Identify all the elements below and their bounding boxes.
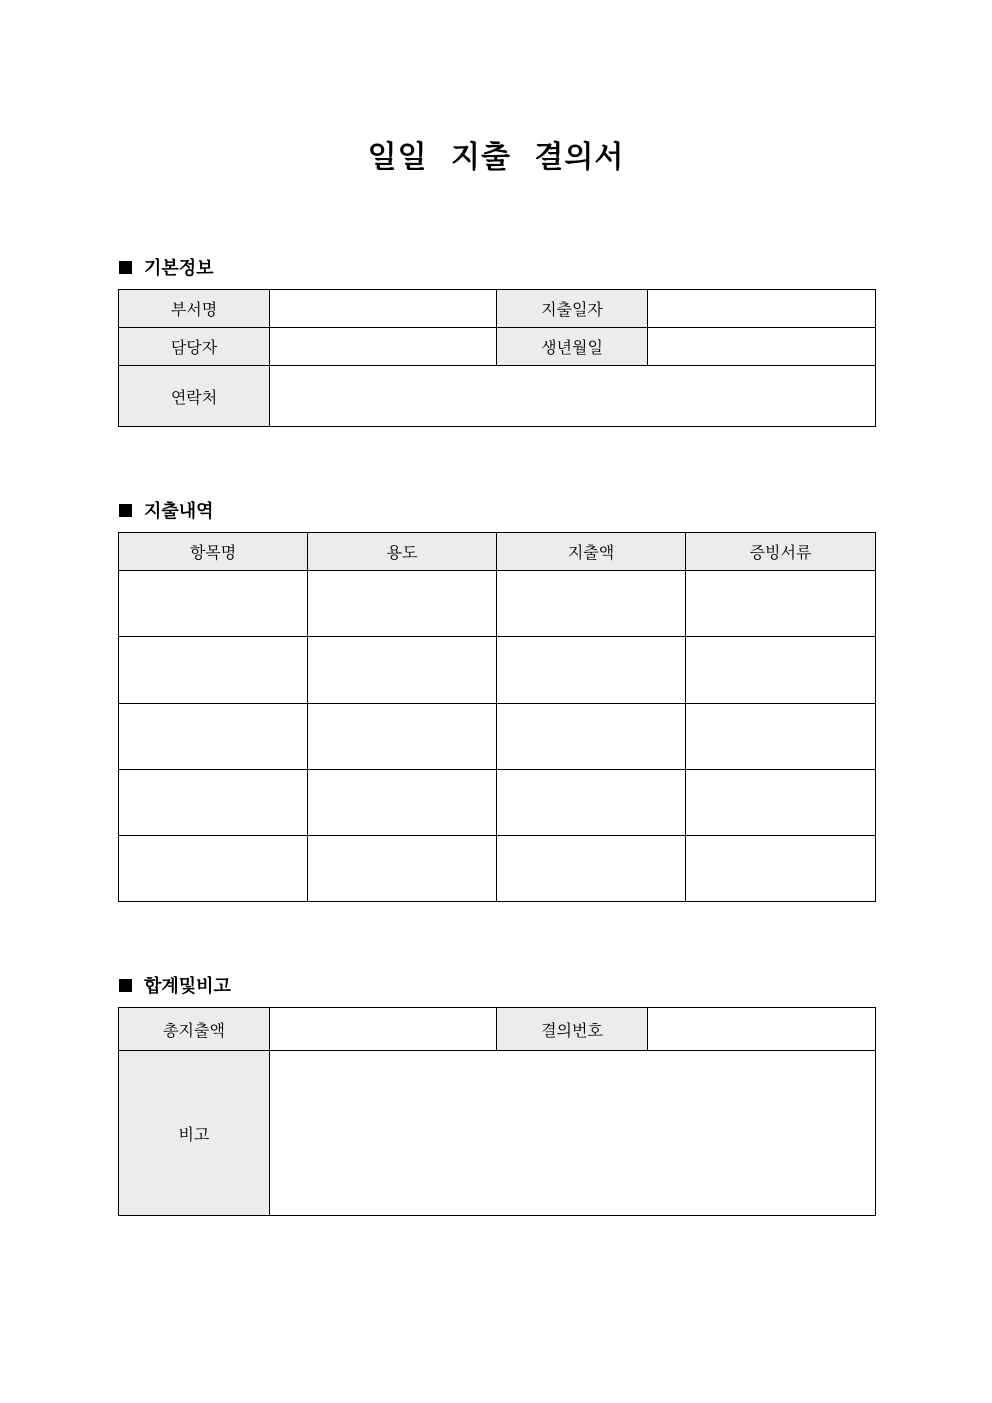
table-header-row <box>119 533 876 571</box>
manager-field[interactable] <box>270 328 497 366</box>
amount-cell[interactable] <box>497 770 686 836</box>
table-row <box>119 637 876 704</box>
column-header-evidence: 증빙서류 <box>686 533 876 571</box>
table-row <box>119 836 876 902</box>
evidence-cell[interactable] <box>686 770 876 836</box>
amount-cell[interactable] <box>497 836 686 902</box>
manager-label: 담당자 <box>119 328 270 366</box>
square-bullet-icon <box>119 979 132 992</box>
summary-table <box>118 1007 876 1216</box>
remarks-label: 비고 <box>119 1051 270 1216</box>
purpose-cell[interactable] <box>308 704 497 770</box>
column-header-purpose: 용도 <box>308 533 497 571</box>
column-header-amount: 지출액 <box>497 533 686 571</box>
amount-cell[interactable] <box>497 704 686 770</box>
remarks-field[interactable] <box>270 1051 876 1216</box>
purpose-cell[interactable] <box>308 571 497 637</box>
resolution-number-field[interactable] <box>648 1008 876 1051</box>
item-name-cell[interactable] <box>119 836 308 902</box>
evidence-cell[interactable] <box>686 836 876 902</box>
section-heading-basic <box>119 254 214 280</box>
item-name-cell[interactable] <box>119 637 308 704</box>
evidence-cell[interactable] <box>686 704 876 770</box>
expense-date-label: 지출일자 <box>497 290 648 328</box>
contact-label: 연락처 <box>119 366 270 427</box>
evidence-cell[interactable] <box>686 571 876 637</box>
expense-date-field[interactable] <box>648 290 876 328</box>
section-heading-details-label: 지출내역 <box>144 501 214 522</box>
section-heading-basic-label: 기본정보 <box>144 258 214 279</box>
contact-field[interactable] <box>270 366 876 427</box>
item-name-cell[interactable] <box>119 571 308 637</box>
resolution-number-label: 결의번호 <box>497 1008 648 1051</box>
department-field[interactable] <box>270 290 497 328</box>
birth-date-field[interactable] <box>648 328 876 366</box>
department-label: 부서명 <box>119 290 270 328</box>
square-bullet-icon <box>119 261 132 274</box>
document-title: 일일 지출 결의서 <box>367 140 625 175</box>
amount-cell[interactable] <box>497 637 686 704</box>
square-bullet-icon <box>119 504 132 517</box>
section-heading-summary <box>119 972 231 998</box>
table-row <box>119 704 876 770</box>
total-amount-field[interactable] <box>270 1008 497 1051</box>
item-name-cell[interactable] <box>119 770 308 836</box>
item-name-cell[interactable] <box>119 704 308 770</box>
section-heading-details <box>119 497 214 523</box>
amount-cell[interactable] <box>497 571 686 637</box>
table-row <box>119 571 876 637</box>
expense-details-table <box>118 532 876 902</box>
total-amount-label: 총지출액 <box>119 1008 270 1051</box>
basic-info-table <box>118 289 876 427</box>
section-heading-summary-label: 합계및비고 <box>144 976 231 997</box>
purpose-cell[interactable] <box>308 637 497 704</box>
table-row <box>119 770 876 836</box>
purpose-cell[interactable] <box>308 770 497 836</box>
birth-date-label: 생년월일 <box>497 328 648 366</box>
evidence-cell[interactable] <box>686 637 876 704</box>
purpose-cell[interactable] <box>308 836 497 902</box>
column-header-item-name: 항목명 <box>119 533 308 571</box>
